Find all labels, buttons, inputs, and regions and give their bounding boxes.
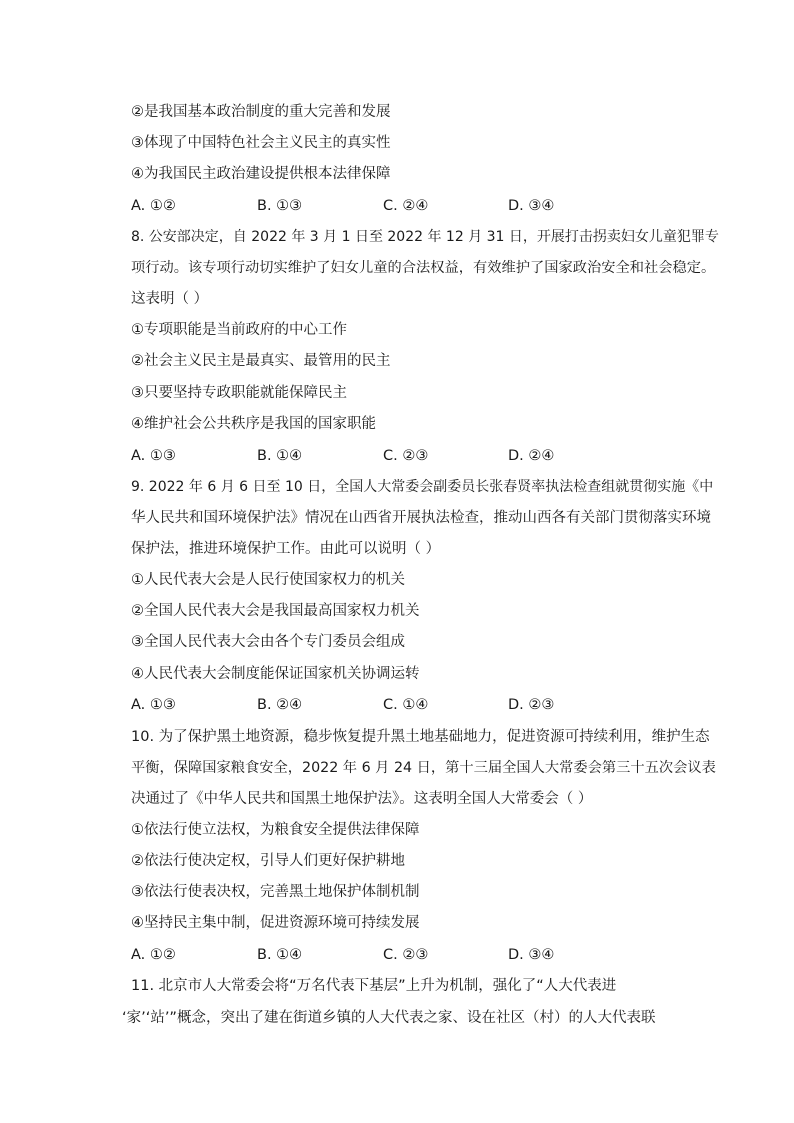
q10-statement-4: ④坚持民主集中制，促进资源环境可持续发展 xyxy=(131,915,420,931)
q9-statement-4: ④人民代表大会制度能保证国家机关协调运转 xyxy=(131,666,420,682)
q10-stem-line-1: 10. 为了保护黑土地资源，稳步恢复提升黑土地基础地力，促进资源可持续利用，维护生态 xyxy=(131,729,710,745)
q8-option-c: C. ②③ xyxy=(383,448,429,464)
q8-statement-4: ④维护社会公共秩序是我国的国家职能 xyxy=(131,416,376,432)
q10-option-a: A. ①② xyxy=(131,947,176,963)
q7-options xyxy=(131,196,721,216)
q9-statement-2: ②全国人民代表大会是我国最高国家权力机关 xyxy=(131,603,420,619)
q8-statement-2: ②社会主义民主是最真实、最管用的民主 xyxy=(131,353,391,369)
q10-statement-3: ③依法行使表决权，完善黑土地保护体制机制 xyxy=(131,884,420,900)
q7-option-c: C. ②④ xyxy=(383,198,429,214)
q8-option-d: D. ②④ xyxy=(508,448,555,464)
q7-option-b: B. ①③ xyxy=(257,198,303,214)
q10-options xyxy=(131,945,721,965)
q8-statement-1: ①专项职能是当前政府的中心工作 xyxy=(131,322,347,338)
q10-statement-2: ②依法行使决定权，引导人们更好保护耕地 xyxy=(131,853,405,869)
q10-option-b: B. ①④ xyxy=(257,947,303,963)
q8-option-b: B. ①④ xyxy=(257,448,303,464)
q10-option-d: D. ③④ xyxy=(508,947,555,963)
q9-option-d: D. ②③ xyxy=(508,697,555,713)
q9-statement-1: ①人民代表大会是人民行使国家权力的机关 xyxy=(131,572,405,588)
q7-option-a: A. ①② xyxy=(131,198,176,214)
q9-option-b: B. ②④ xyxy=(257,697,303,713)
q11-stem-line-1: 11. 北京市人大常委会将“万名代表下基层”上升为机制，强化了“人大代表进 xyxy=(131,978,617,994)
q7-option-d: D. ③④ xyxy=(508,198,555,214)
q9-stem-line-2: 华人民共和国环境保护法》情况在山西省开展执法检查，推动山西各有关部门贯彻落实环境 xyxy=(131,510,711,526)
q9-option-a: A. ①③ xyxy=(131,697,176,713)
q8-stem-line-1: 8. 公安部决定，自 2022 年 3 月 1 日至 2022 年 12 月 31 日，开展打击拐卖妇女儿童犯罪专 xyxy=(131,229,719,245)
q10-statement-1: ①依法行使立法权，为粮食安全提供法律保障 xyxy=(131,822,420,838)
q7-statement-4: ④为我国民主政治建设提供根本法律保障 xyxy=(131,166,391,182)
q9-stem-line-3: 保护法，推进环境保护工作。由此可以说明（ ） xyxy=(131,541,441,557)
q8-stem-line-3: 这表明（ ） xyxy=(131,291,209,307)
q8-options xyxy=(131,446,721,466)
q10-stem-line-2: 平衡，保障国家粮食安全，2022 年 6 月 24 日，第十三届全国人大常委会第三十五次会议表 xyxy=(131,760,716,776)
q9-option-c: C. ①④ xyxy=(383,697,429,713)
q11-stem-line-2: ‘家’‘站’”概念，突出了建在街道乡镇的人大代表之家、设在社区（村）的人大代表联 xyxy=(122,1010,656,1026)
q7-statement-3: ③体现了中国特色社会主义民主的真实性 xyxy=(131,135,391,151)
q9-options xyxy=(131,695,721,715)
q8-stem-line-2: 项行动。该专项行动切实维护了妇女儿童的合法权益，有效维护了国家政治安全和社会稳定。 xyxy=(131,260,716,276)
q9-statement-3: ③全国人民代表大会由各个专门委员会组成 xyxy=(131,634,405,650)
q8-option-a: A. ①③ xyxy=(131,448,176,464)
q9-stem-line-1: 9. 2022 年 6 月 6 日至 10 日，全国人大常委会副委员长张春贤率执法检查组就贯彻实施《中 xyxy=(131,479,714,495)
q10-stem-line-3: 决通过了《中华人民共和国黑土地保护法》。这表明全国人大常委会（ ） xyxy=(131,791,593,807)
q10-option-c: C. ②③ xyxy=(383,947,429,963)
q7-statement-2: ②是我国基本政治制度的重大完善和发展 xyxy=(131,104,391,120)
q8-statement-3: ③只要坚持专政职能就能保障民主 xyxy=(131,385,347,401)
